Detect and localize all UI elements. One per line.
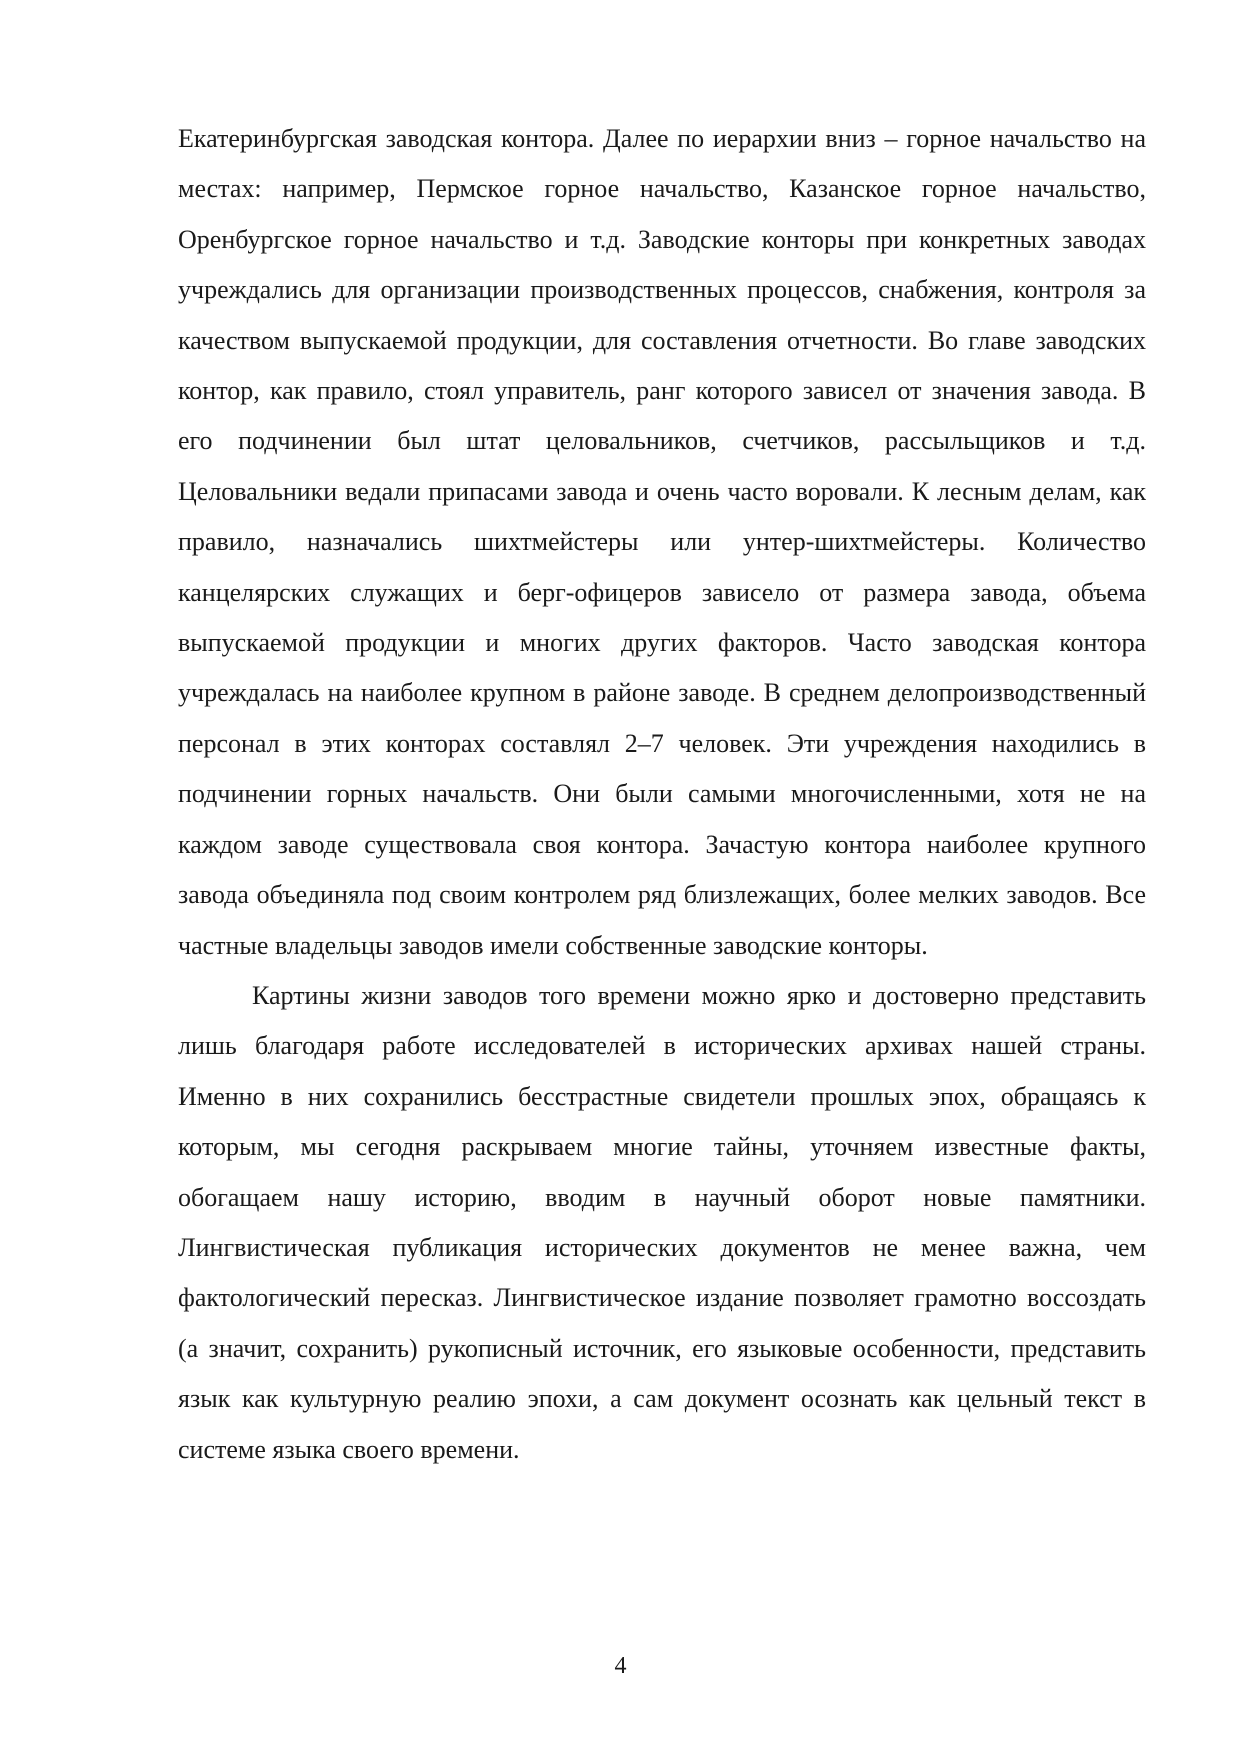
body-text [178, 114, 1146, 1475]
paragraph-factory-offices: Екатеринбургская заводская контора. Далее по иерархии вниз – горное начальство на местах: например, Пермское горное начальство, Казанское горное начальство, Оренбургское горное начальство и т.д. Заводские конторы при конкретных заводах учреждались для организации производственных процессов, снабжения, контроля за качеством выпускаемой продукции, для составления отчетности. Во главе заводских контор, как правило, стоял управитель, ранг которого зависел от значения завода. В его подчинении был штат целовальников, счетчиков, рассыльщиков и т.д. Целовальники ведали припасами завода и очень часто воровали. К лесным делам, как правило, назначались шихтмейстеры или унтер-шихтмейстеры. Количество канцелярских служащих и берг-офицеров зависело от размера завода, объема выпускаемой продукции и многих других факторов. Часто заводская контора учреждалась на наиболее крупном в районе заводе. В среднем делопроизводственный персонал в этих конторах составлял 2–7 человек. Эти учреждения находились в подчинении горных начальств. Они были самыми многочисленными, хотя не на каждом заводе существовала своя контора. Зачастую контора наиболее крупного завода объединяла под своим контролем ряд близлежащих, более мелких заводов. Все частные владельцы заводов имели собственные заводские конторы. [178, 124, 1146, 960]
paragraph-archives: Картины жизни заводов того времени можно ярко и достоверно представить лишь благодаря работе исследователей в исторических архивах нашей страны. Именно в них сохранились бесстрастные свидетели прошлых эпох, обращаясь к которым, мы сегодня раскрываем многие тайны, уточняем известные факты, обогащаем нашу историю, вводим в научный оборот новые памятники. Лингвистическая публикация исторических документов не менее важна, чем фактологический пересказ. Лингвистическое издание позволяет грамотно воссоздать (а значит, сохранить) рукописный источник, его языковые особенности, представить язык как культурную реалию эпохи, а сам документ осознать как цельный текст в системе языка своего времени. [178, 980, 1146, 1464]
page-number: 4 [614, 1653, 627, 1679]
